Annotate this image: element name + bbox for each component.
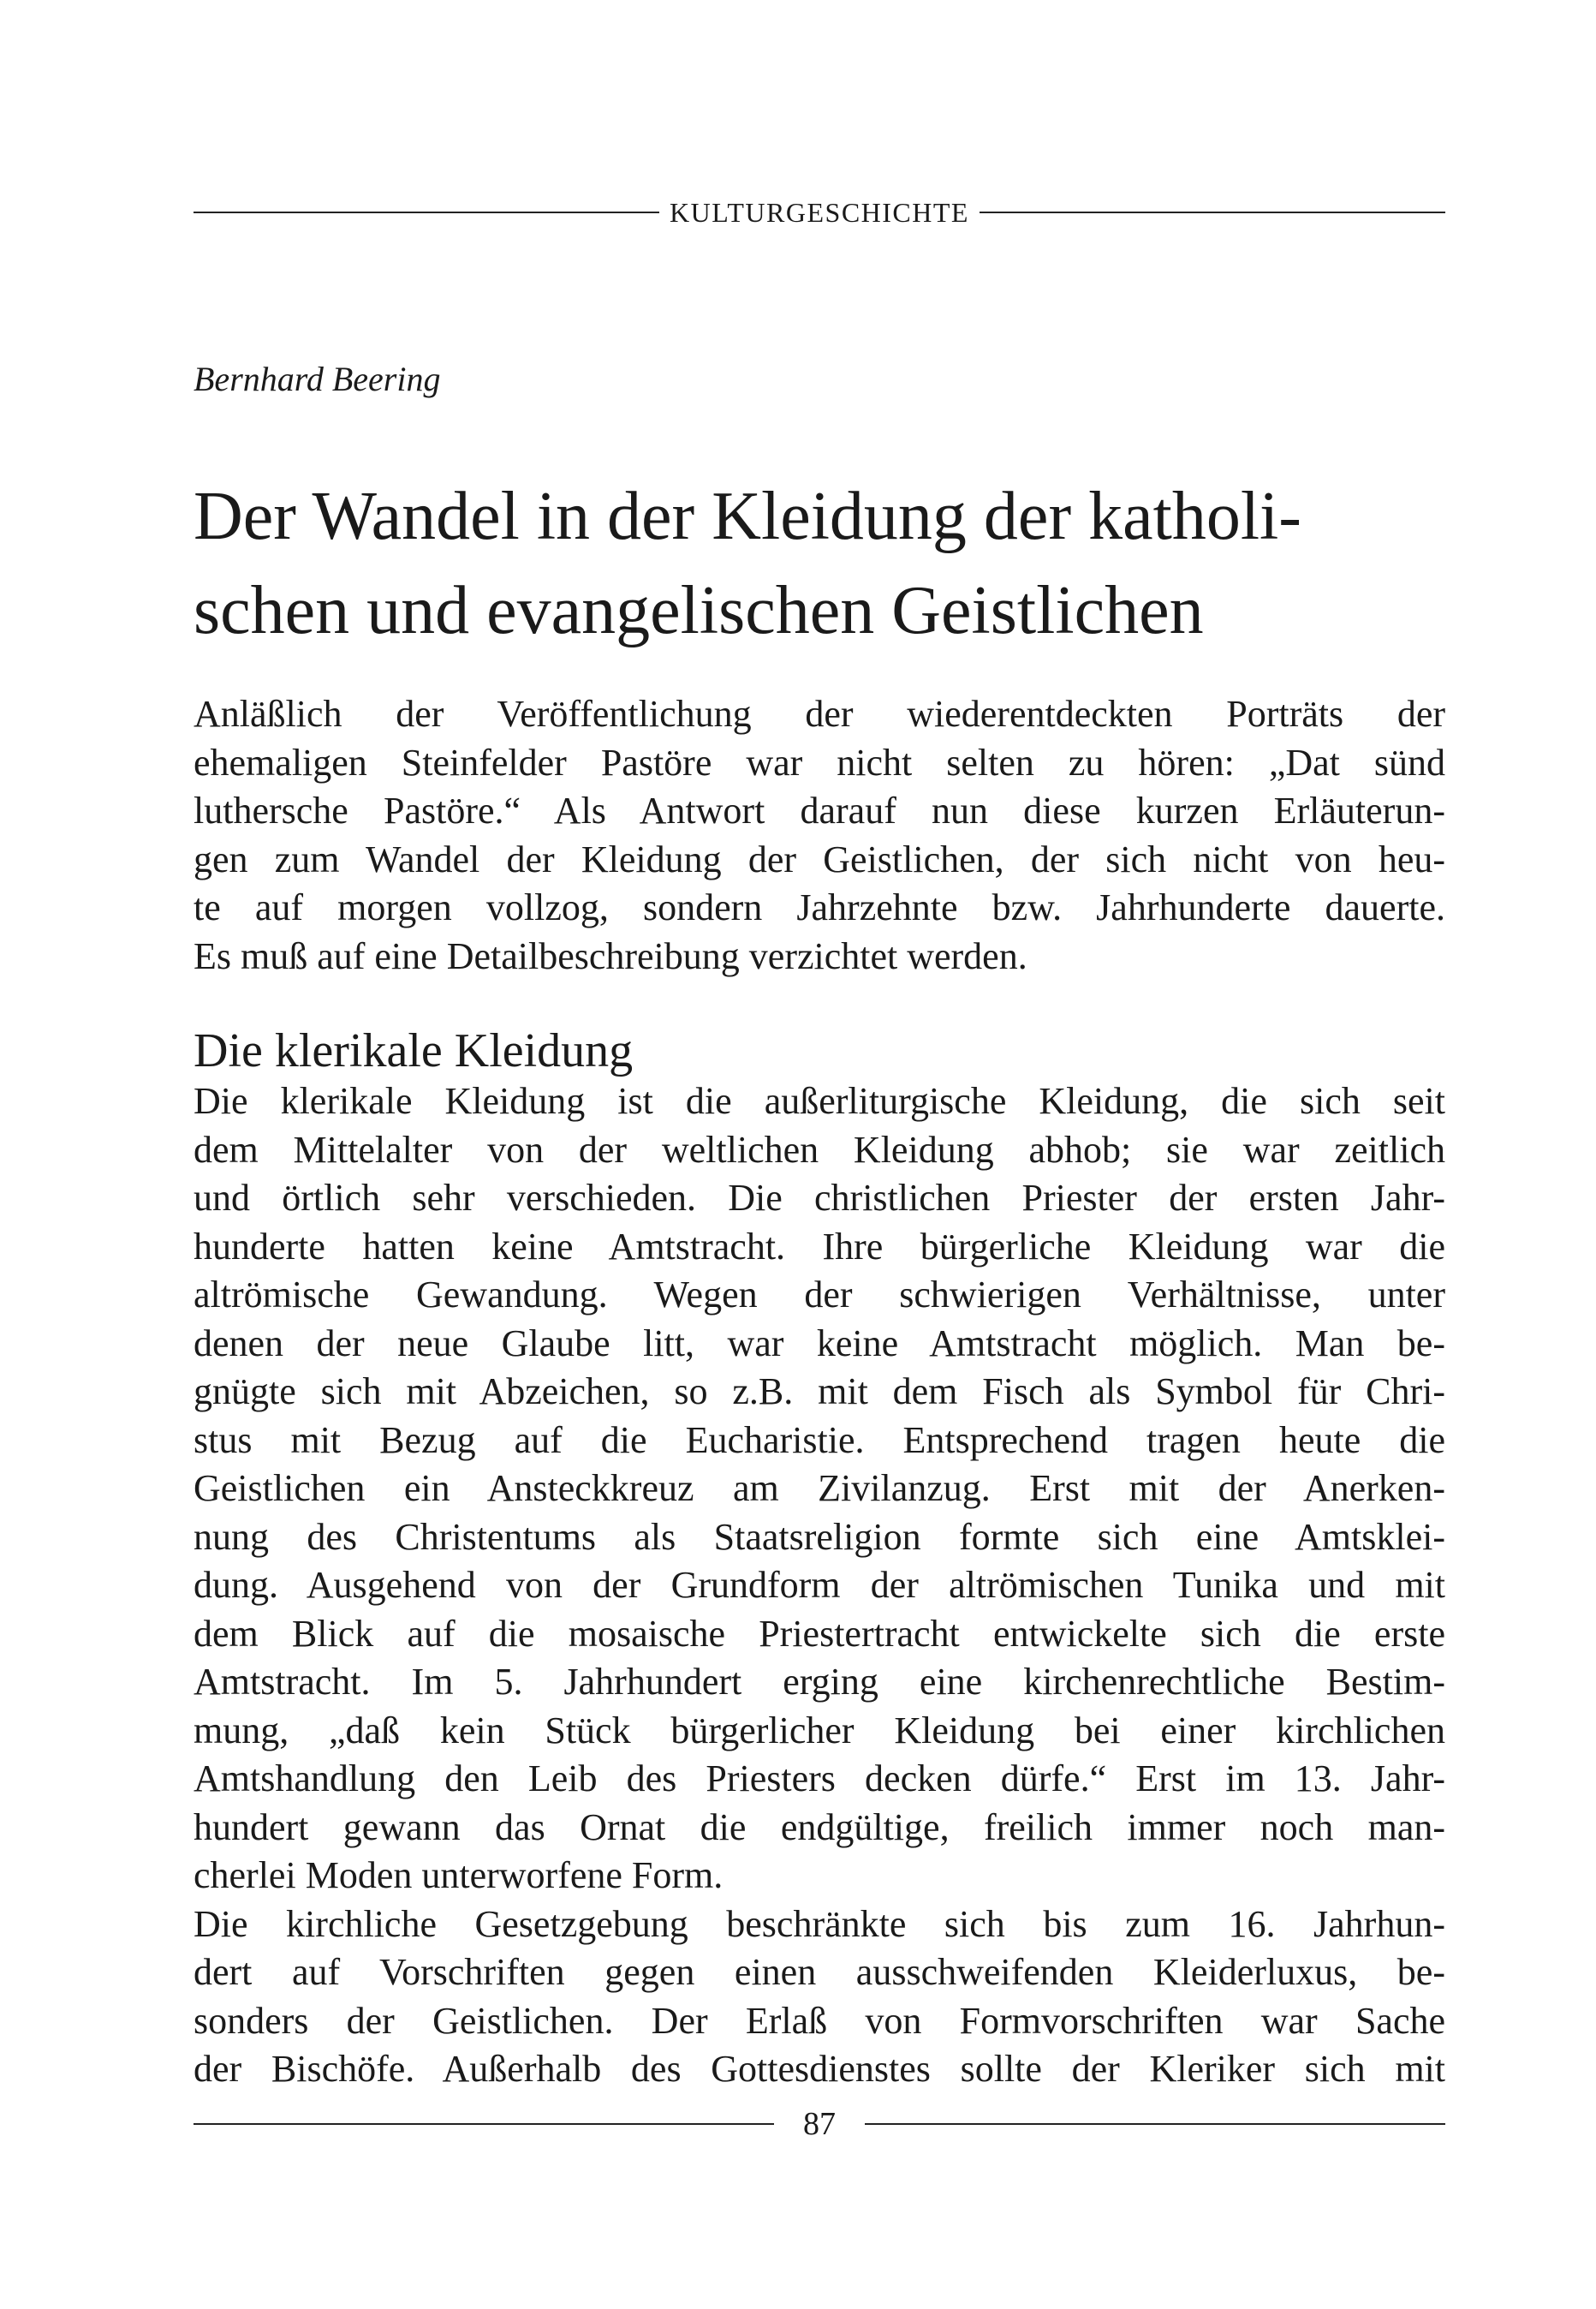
text-line: ehemaligen Steinfelder Pastöre war nicht selten zu hören: „Dat sünd [194,741,1445,784]
text-line: hunderte hatten keine Amtstracht. Ihre bürgerliche Kleidung war die [194,1225,1445,1268]
text-line: dem Mittelalter von der weltlichen Kleidung abhob; sie war zeitlich [194,1128,1445,1171]
text-line: stus mit Bezug auf die Eucharistie. Entsprechend tragen heute die [194,1418,1445,1461]
header-rule-left [194,212,659,213]
text-line: te auf morgen vollzog, sondern Jahrzehnte bzw. Jahrhunderte dauerte. [194,886,1445,928]
text-line: hundert gewann das Ornat die endgültige, freilich immer noch man- [194,1805,1445,1848]
text-line: Anläßlich der Veröffentlichung der wiederentdeckten Porträts der [194,693,1445,735]
page-footer [194,2105,1445,2143]
author-name: Bernhard Beering [194,360,441,398]
intro-paragraph [194,690,1445,981]
text-line: Die kirchliche Gesetzgebung beschränkte sich bis zum 16. Jahrhun- [194,1902,1445,1945]
section-heading: Die klerikale Kleidung [194,1024,634,1077]
text-line: gen zum Wandel der Kleidung der Geistlichen, der sich nicht von heu- [194,838,1445,880]
footer-rule-left [194,2123,774,2125]
footer-rule-right [865,2123,1445,2125]
text-line: denen der neue Glaube litt, war keine Amtstracht möglich. Man be- [194,1322,1445,1364]
text-line: und örtlich sehr verschieden. Die christlichen Priester der ersten Jahr- [194,1177,1445,1219]
text-line: gnügte sich mit Abzeichen, so z.B. mit dem Fisch als Symbol für Chri- [194,1370,1445,1412]
text-line: Es muß auf eine Detailbeschreibung verzichtet werden. [194,934,1027,977]
text-line: Amtshandlung den Leib des Priesters decken dürfe.“ Erst im 13. Jahr- [194,1757,1445,1799]
text-line: nung des Christentums als Staatsreligion formte sich eine Amtsklei- [194,1515,1445,1558]
text-line: dert auf Vorschriften gegen einen ausschweifenden Kleiderluxus, be- [194,1951,1445,1993]
text-line: altrömische Gewandung. Wegen der schwierigen Verhältnisse, unter [194,1274,1445,1316]
title-line: Der Wandel in der Kleidung der katholi- [194,479,1301,554]
text-line: Geistlichen ein Ansteckkreuz am Zivilanzug. Erst mit der Anerken- [194,1467,1445,1509]
text-line: sonders der Geistlichen. Der Erlaß von Formvorschriften war Sache [194,1999,1445,2042]
text-line: mung, „daß kein Stück bürgerlicher Kleidung bei einer kirchlichen [194,1709,1445,1751]
text-line: cherlei Moden unterworfene Form. [194,1854,724,1896]
text-line: dung. Ausgehend von der Grundform der altrömischen Tunika und mit [194,1564,1445,1606]
article-title [194,469,1445,658]
section-body [194,1077,1445,2094]
text-line: luthersche Pastöre.“ Als Antwort darauf nun diese kurzen Erläuterun- [194,790,1445,832]
text-line: dem Blick auf die mosaische Priestertracht entwickelte sich die erste [194,1612,1445,1655]
header-rule-right [980,212,1445,213]
running-title: KULTURGESCHICHTE [670,197,969,228]
running-header [194,194,1445,231]
title-line: schen und evangelischen Geistlichen [194,573,1204,648]
text-line: der Bischöfe. Außerhalb des Gottesdienstes sollte der Kleriker sich mit [194,2048,1445,2090]
page-number: 87 [803,2106,836,2142]
text-line: Die klerikale Kleidung ist die außerliturgische Kleidung, die sich seit [194,1080,1445,1122]
text-line: Amtstracht. Im 5. Jahrhundert erging eine kirchenrechtliche Bestim- [194,1661,1445,1703]
